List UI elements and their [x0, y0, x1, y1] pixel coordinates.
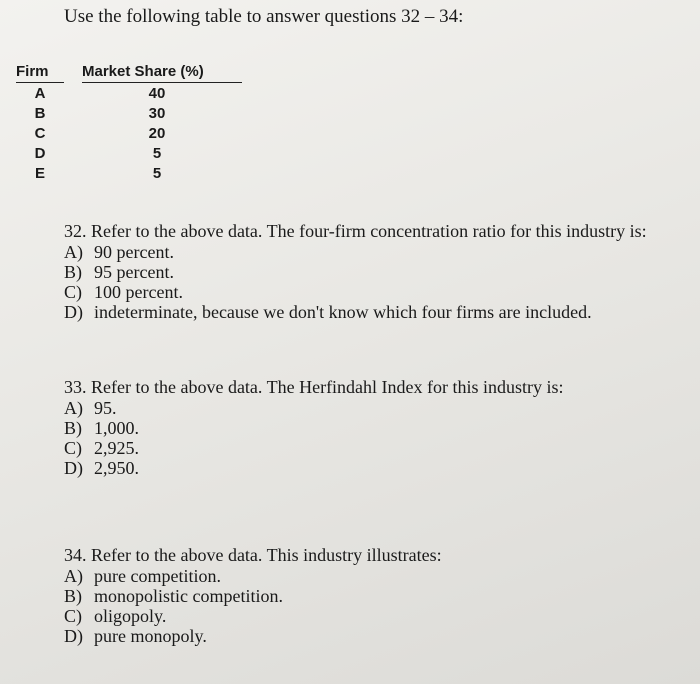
option-text: 95 percent. — [94, 262, 174, 282]
option-letter: B) — [64, 418, 82, 438]
option-letter: A) — [64, 398, 83, 418]
option-letter: B) — [64, 586, 82, 606]
answer-option — [64, 418, 564, 438]
firm-cell: C — [34, 125, 46, 142]
option-text: 1,000. — [94, 418, 139, 438]
question-stem: 34. Refer to the above data. This industry illustrates: — [64, 545, 442, 565]
intro-text: Use the following table to answer questions 32 – 34: — [64, 6, 464, 27]
firm-cell: E — [34, 165, 45, 182]
answer-option — [64, 282, 647, 302]
answer-option — [64, 606, 442, 626]
option-text: 2,925. — [94, 438, 139, 458]
answer-option — [64, 458, 564, 478]
share-cell: 5 — [152, 165, 162, 182]
table-header-firm: Firm — [16, 62, 64, 83]
question-stem: 32. Refer to the above data. The four-firm concentration ratio for this industry is: — [64, 221, 647, 241]
firm-cell: D — [34, 145, 46, 162]
option-text: 90 percent. — [94, 242, 174, 262]
option-text: 100 percent. — [94, 282, 183, 302]
answer-option — [64, 586, 442, 606]
answer-option — [64, 398, 564, 418]
question-34 — [64, 544, 442, 646]
table-row — [16, 144, 256, 164]
firm-cell: A — [34, 85, 46, 102]
table-header-market-share: Market Share (%) — [82, 62, 242, 83]
option-letter: D) — [64, 626, 83, 646]
answer-option — [64, 566, 442, 586]
table-row — [16, 104, 256, 124]
share-cell: 5 — [152, 145, 162, 162]
answer-option — [64, 626, 442, 646]
question-32 — [64, 220, 647, 322]
option-text: 95. — [94, 398, 117, 418]
option-text: pure competition. — [94, 566, 221, 586]
share-cell: 30 — [148, 105, 166, 122]
share-cell: 40 — [148, 85, 166, 102]
option-text: oligopoly. — [94, 606, 167, 626]
question-33 — [64, 376, 564, 478]
share-cell: 20 — [148, 125, 166, 142]
option-letter: A) — [64, 242, 83, 262]
option-letter: B) — [64, 262, 82, 282]
answer-option — [64, 262, 647, 282]
option-letter: D) — [64, 302, 83, 322]
option-text: pure monopoly. — [94, 626, 207, 646]
option-text: 2,950. — [94, 458, 139, 478]
table-row — [16, 124, 256, 144]
question-stem: 33. Refer to the above data. The Herfindahl Index for this industry is: — [64, 377, 564, 397]
option-text: monopolistic competition. — [94, 586, 283, 606]
option-text: indeterminate, because we don't know which four firms are included. — [94, 302, 592, 322]
table-row — [16, 164, 256, 184]
answer-option — [64, 242, 647, 262]
option-letter: D) — [64, 458, 83, 478]
firm-cell: B — [34, 105, 46, 122]
option-letter: C) — [64, 282, 82, 302]
option-letter: C) — [64, 438, 82, 458]
option-letter: A) — [64, 566, 83, 586]
table-row — [16, 84, 256, 104]
answer-option — [64, 438, 564, 458]
option-letter: C) — [64, 606, 82, 626]
answer-option — [64, 302, 647, 322]
